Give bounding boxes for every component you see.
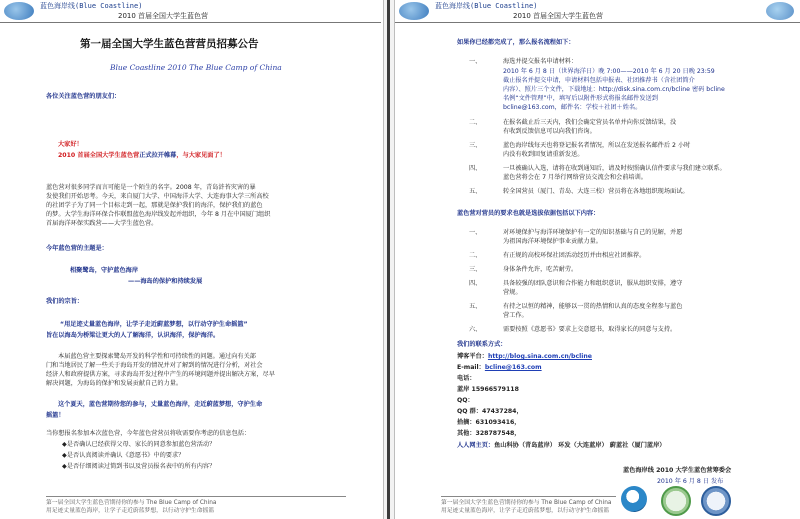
contact-qq-label: QQ：	[457, 397, 474, 404]
footer-line-2: 用足迹丈量蓝色海岸，让学子走近蔚蓝梦想，以行动守护生命摇篮	[441, 508, 610, 514]
blue-camp-logo-icon	[766, 2, 794, 20]
footer-line-2: 用足迹丈量蓝色海岸，让学子走近蔚蓝梦想，以行动守护生命摇篮	[46, 508, 215, 514]
step-1-detail-line: 名例“文件管理”中，填写后以附件形式将报名邮件发送到	[503, 95, 658, 102]
footer-line-1: 第一届全国大学生蓝色营期待你的参与 The Blue Camp of China	[46, 496, 346, 507]
theme-line-1: 相聚鹭岛，守护蓝色海岸	[70, 267, 139, 274]
step-2: 二、 在报名截止后三天内，我们会确定营员名单并向你反馈结果，没	[469, 119, 677, 126]
purpose-line-1: “用足迹丈量蓝色海岸，让学子走近蔚蓝梦想，以行动守护生命摇篮”	[60, 321, 248, 328]
requirement-item: 五、 有持之以恒的精神，能够以一贯的热情和认真的态度全程参与蓝色	[469, 303, 683, 310]
step-1: 一、 海选并提交报名申请材料：	[469, 58, 578, 65]
contact-blog: 博客平台：http://blog.sina.com.cn/bcline	[457, 353, 592, 360]
step-4: 四、 一旦被确认入选，请将在收到通知后，请及时按照确认信件要求与我们建立联系。	[469, 165, 726, 172]
ship-emblem-icon	[701, 486, 731, 516]
requirement-item-line: 营工作。	[503, 312, 528, 319]
step-1-detail-line: 2010 年 6 月 8 日（世界海洋日）晚 7:00——2010 年 6 月 20 日晚 23:59	[503, 68, 715, 75]
theme-heading: 今年蓝色营的主题是：	[46, 245, 108, 252]
purpose-heading: 我们的宗旨：	[46, 298, 84, 305]
document-page-left	[0, 0, 381, 519]
leaf-emblem-icon	[661, 486, 691, 516]
header-line-2: 2010 首届全国大学生蓝色营	[118, 12, 209, 20]
checklist-item: ◆是否确认已经获得父母、家长的同意参加蓝色营活动？	[62, 441, 216, 448]
contact-other: 其他：328787548，	[457, 430, 521, 437]
header-line-1: 蓝色海岸线(Blue Coastline)	[40, 2, 143, 10]
greeting: 各位关注蓝色营的朋友们：	[46, 93, 121, 100]
intro-paragraph-line: 发使我们开始思考。今天，来自厦门大学、中国海洋大学、大连海事大学三所高校	[46, 193, 269, 200]
contact-qq-group: QQ 群：47437284，	[457, 408, 523, 415]
intro-line: 2010 首届全国大学生蓝色营正式拉开帷幕，与大家见面了！	[58, 152, 226, 159]
email-link[interactable]: bcline@163.com	[484, 364, 542, 371]
requirement-item: 三、 身体条件允许，吃苦耐劳。	[469, 266, 578, 273]
checklist-item: ◆是否认真阅读并确认《意愿书》中的要求？	[62, 452, 185, 459]
process-heading: 如果你已经都完成了，那么报名流程如下：	[457, 39, 575, 46]
blog-link[interactable]: http://blog.sina.com.cn/bcline	[487, 353, 592, 360]
requirement-item: 六、 需要按照《意愿书》要求上交意愿书，取得家长的同意与支持。	[469, 326, 677, 333]
step-1-detail-line: 截止报名并提交申请，申请材料包括申报表、社团推荐书（含社团简介	[503, 77, 695, 84]
step-2-line: 有收到反馈信息可以向我们咨询。	[503, 128, 596, 135]
intro-paragraph-line: 的社团学子为了同一个目标走到一起，那就是保护我们的海洋，保护我们的蓝色	[46, 202, 263, 209]
wave-emblem-icon	[621, 486, 647, 512]
contact-phone-label: 电话：	[457, 375, 476, 382]
step-1-detail-line: bcline@163.com，邮件名：学校＋社团＋姓名。	[503, 104, 642, 111]
requirement-item: 二、 有正规的高校环保社团活动经历并由相应社团推荐。	[469, 252, 646, 259]
requirements-heading: 蓝色营对营员的要求也就是选拔依据包括以下内容：	[457, 210, 600, 217]
contact-heading: 我们的联系方式：	[457, 341, 507, 348]
body-paragraph-line: 本届蓝色营主要探索鹭岛开发的科学性和可持续性的问题。通过向有关部	[58, 353, 256, 360]
footer-line-1: 第一届全国大学生蓝色营期待你的参与 The Blue Camp of China	[441, 496, 616, 507]
step-5: 五、 转全国营员（厦门、青岛、大连三校）营员将在各地组织现场面试。	[469, 188, 689, 195]
header-line-2: 2010 首届全国大学生蓝色营	[513, 12, 604, 20]
intro-paragraph-line: 首届海洋环保实践营——大学生蓝色营。	[46, 220, 158, 227]
announcement-subtitle: Blue Coastline 2010 The Blue Camp of China	[110, 63, 282, 72]
signature-date: 2010 年 6 月 8 日 发布	[657, 478, 724, 485]
contact-shijie: 拾摘：631093416，	[457, 419, 521, 426]
step-1-detail-line: 内容）、照片三个文件，下载地址：http://disk.sina.com.cn/bcline 密码 bcline	[503, 86, 725, 93]
intro-paragraph-line: 的梦。大学生海洋环保合作联盟蓝色海岸线发起并组织，今年 8 月在中国厦门组织	[46, 211, 271, 218]
purpose-line-2: 旨在以海岛为桥梁让更大的人了解海洋，认识海洋，保护海洋。	[46, 332, 220, 339]
theme-line-2: ——海岛的保护和持续发展	[128, 278, 203, 285]
signature-org: 蓝色海岸线 2010 大学生蓝色营筹委会	[623, 467, 732, 474]
page-header	[0, 0, 381, 23]
intro-paragraph-line: 蓝色营对很多同学而言可能是一个陌生的名字。2008 年，青岛浒苔灾害的暴	[46, 184, 256, 191]
checklist-item: ◆是否仔细阅读过简到书以及营员报名表中的所有内容？	[62, 463, 216, 470]
contact-email: E-mail：bcline@163.com	[457, 364, 542, 371]
requirement-item: 四、 具备较强的团队意识和合作能力和组织意识，服从组织安排，遵守	[469, 280, 683, 287]
announcement-title: 第一届全国大学生蓝色营营员招募公告	[80, 38, 259, 50]
requirement-item-line: 营规。	[503, 289, 522, 296]
document-page-right	[395, 0, 800, 519]
step-4-line: 蓝色营将会在 7 月举行网络营员交流会和会前培训。	[503, 174, 647, 181]
step-3: 三、 蓝色海岸线每天也将登记报名者情况，所以在发送报名邮件后 2 小时	[469, 142, 691, 149]
body-paragraph-line: 解决问题，为海岛的保护和发展贡献自己的力量。	[46, 380, 183, 387]
requirement-item: 一、 对环境保护与海洋环境保护有一定的知识基础与自己的见解，并愿	[469, 229, 683, 236]
body-paragraph-line: 经济人和政府提供方案，寻求海岛开发过程中产生的环境问题并提出解决方案，尽早	[46, 371, 275, 378]
contact-phone: 蓝岸 15966579118	[457, 386, 519, 393]
step-3-line: 内没有收到回复请重新发送。	[503, 151, 584, 158]
body-paragraph-line: 门和当地居民了解一些关于海岛开发的情况并对了解到的情况进行分析，对社会	[46, 362, 263, 369]
page-header	[395, 0, 800, 23]
page-divider	[383, 0, 395, 519]
header-line-1: 蓝色海岸线(Blue Coastline)	[435, 2, 538, 10]
notice-line: 当你想报名参加本次蓝色营，今年蓝色营营员将收需要你考虑的信息包括：	[46, 430, 251, 437]
organizer-line: 人人网主页：鱼山科协（青岛蓝岸） 环发（大连蓝岸） 蔚蓝社（厦门蓝岸）	[457, 442, 666, 449]
call-line-1: 这个夏天，蓝色营期待您的参与，丈量蓝色海岸，走近蔚蓝梦想，守护生命	[58, 401, 263, 408]
requirement-item-line: 为祖国海洋环境保护事业贡献力量。	[503, 238, 602, 245]
call-line-2: 摇篮！	[46, 412, 65, 419]
blue-camp-logo-icon	[4, 2, 34, 20]
blue-camp-logo-icon	[399, 2, 429, 20]
hello: 大家好！	[58, 141, 83, 148]
